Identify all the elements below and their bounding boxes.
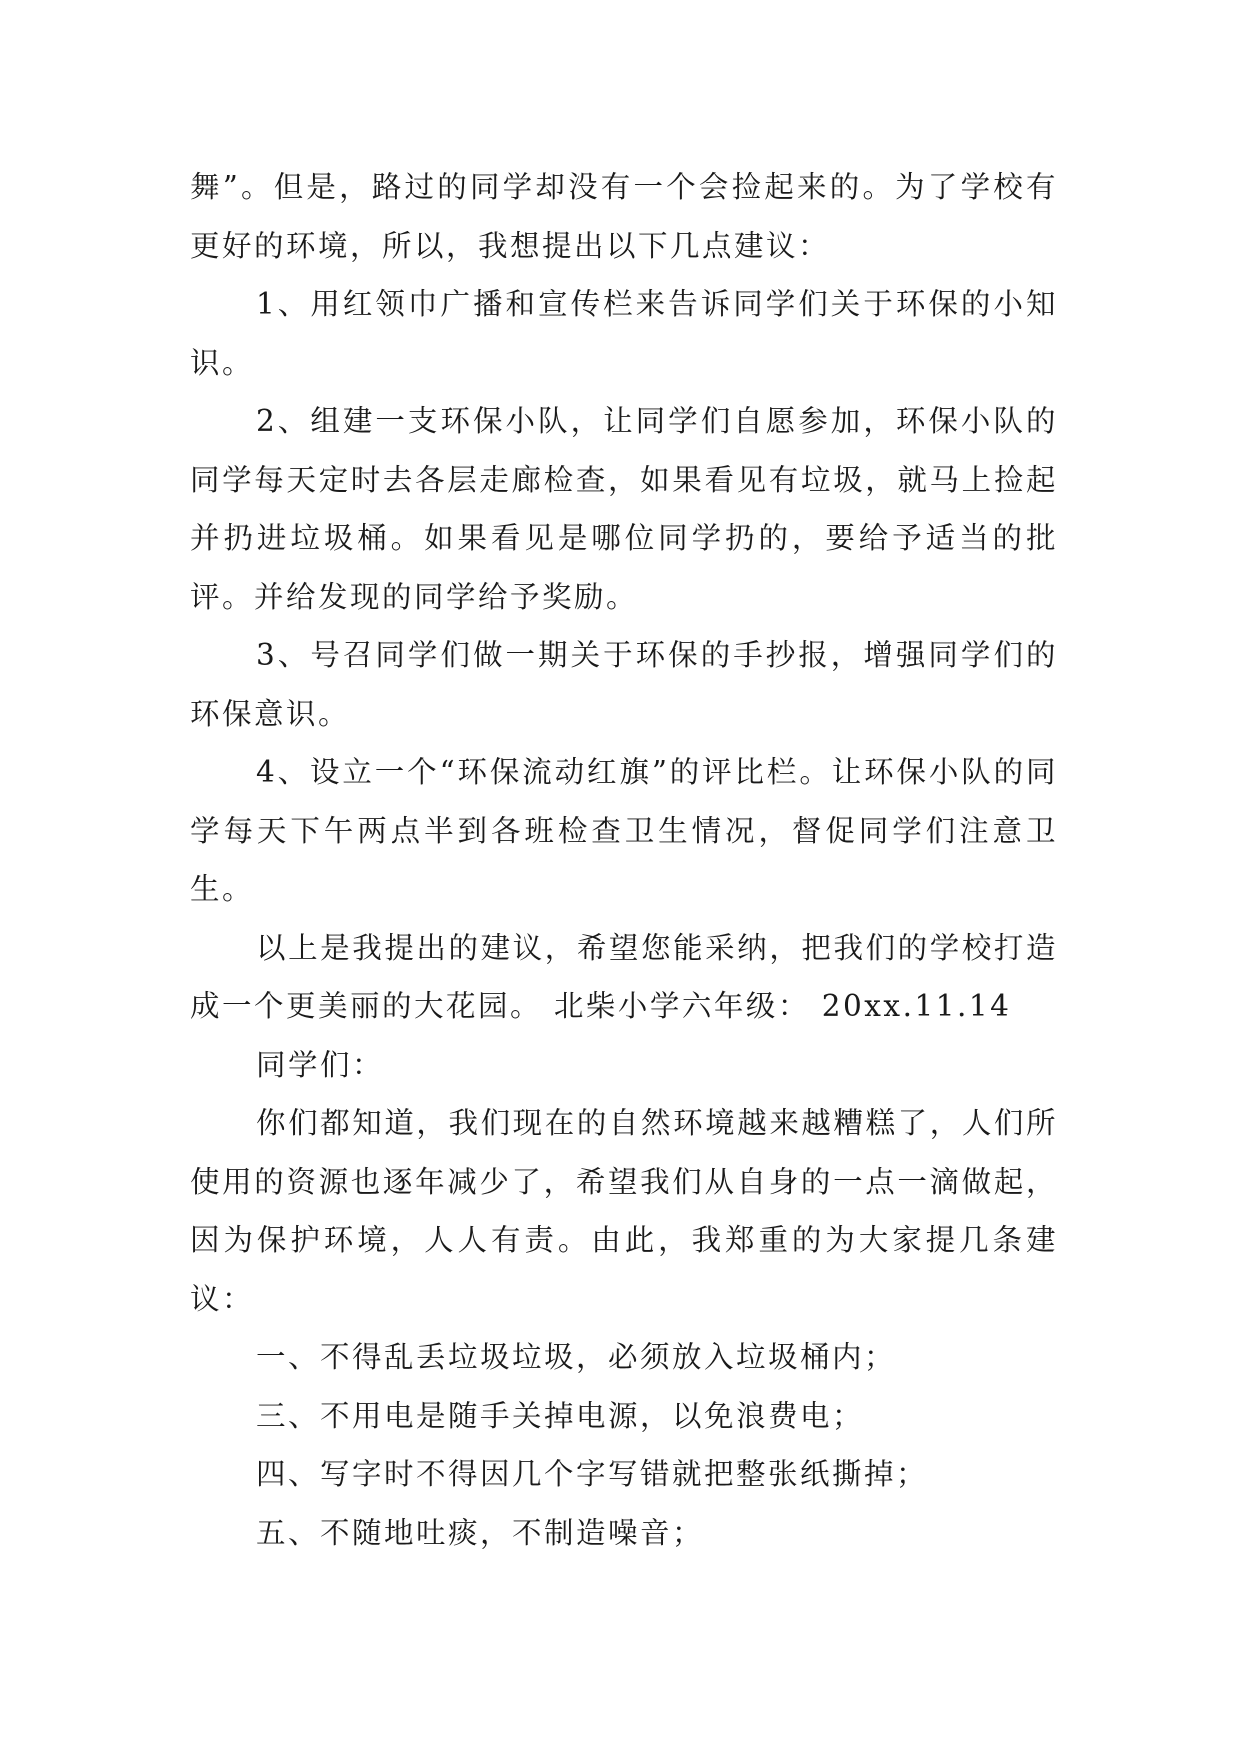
document-body [190,158,1058,1562]
paragraph-continuation: 舞”。但是，路过的同学却没有一个会捡起来的。为了学校有更好的环境，所以，我想提出以下几点建议： [190,170,1058,263]
closing-signature: 以上是我提出的建议，希望您能采纳，把我们的学校打造成一个更美丽的大花园。 北柴小学六年级： 20xx.11.14 [190,930,1058,1023]
rule-item: 五、不随地吐痰，不制造噪音； [256,1515,705,1550]
suggestion-4: 4、设立一个“环保流动红旗”的评比栏。让环保小队的同学每天下午两点半到各班检查卫生情况，督促同学们注意卫生。 [190,755,1058,906]
suggestion-3: 3、号召同学们做一期关于环保的手抄报，增强同学们的环保意识。 [190,638,1058,731]
rule-item: 四、写字时不得因几个字写错就把整张纸撕掉； [256,1457,929,1491]
intro-paragraph: 你们都知道，我们现在的自然环境越来越糟糕了，人们所使用的资源也逐年减少了，希望我们从自身的一点一滴做起，因为保护环境，人人有责。由此，我郑重的为大家提几条建议： [190,1106,1058,1316]
rule-item: 三、不用电是随手关掉电源，以免浪费电； [256,1398,865,1433]
salutation: 同学们： [256,1047,385,1082]
suggestion-1: 1、用红领巾广播和宣传栏来告诉同学们关于环保的小知识。 [190,287,1058,380]
rule-item: 一、不得乱丢垃圾垃圾，必须放入垃圾桶内； [256,1340,897,1374]
suggestion-2: 2、组建一支环保小队，让同学们自愿参加，环保小队的同学每天定时去各层走廊检查，如果看见有垃圾，就马上捡起并扔进垃圾桶。如果看见是哪位同学扔的，要给予适当的批评。并给发现的同学给予奖励。 [190,404,1058,614]
